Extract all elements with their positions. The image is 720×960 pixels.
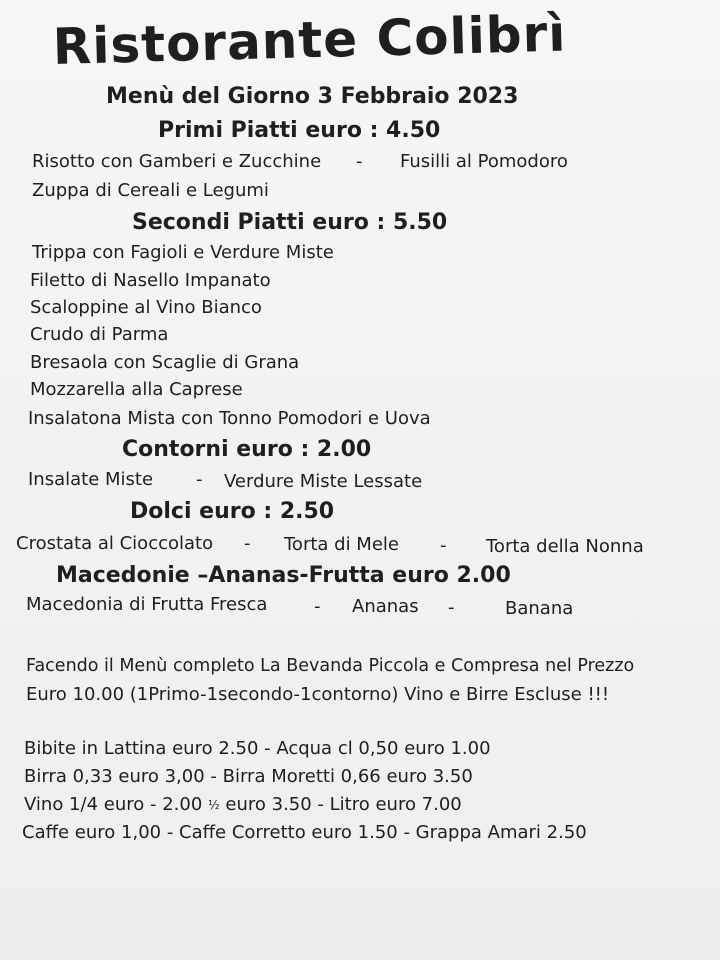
item-separator: -: [314, 596, 321, 617]
secondi-heading: Secondi Piatti euro : 5.50: [132, 210, 448, 235]
item-separator: -: [196, 469, 203, 490]
item-separator: -: [448, 597, 455, 618]
menu-item: Crudo di Parma: [30, 324, 169, 345]
half-fraction: ½: [208, 798, 220, 812]
menu-item: Banana: [505, 598, 574, 619]
menu-item: Torta di Mele: [284, 534, 399, 555]
drinks-line-1: Bibite in Lattina euro 2.50 - Acqua cl 0,50 euro 1.00: [24, 738, 491, 759]
macedonie-heading: Macedonie –Ananas-Frutta euro 2.00: [56, 563, 511, 588]
menu-item: Filetto di Nasello Impanato: [30, 270, 271, 291]
drinks-line-4: Caffe euro 1,00 - Caffe Corretto euro 1.50 - Grappa Amari 2.50: [22, 822, 587, 843]
menu-item: Bresaola con Scaglie di Grana: [30, 352, 300, 373]
menu-item: Fusilli al Pomodoro: [400, 151, 568, 172]
menu-item: Crostata al Cioccolato: [16, 533, 214, 554]
menu-completo-note-line-2: Euro 10.00 (1Primo-1secondo-1contorno) Vino e Birre Escluse !!!: [26, 684, 610, 705]
primi-heading: Primi Piatti euro : 4.50: [158, 118, 441, 143]
menu-item: Mozzarella alla Caprese: [30, 379, 243, 400]
menu-completo-note-line-1: Facendo il Menù completo La Bevanda Piccola e Compresa nel Prezzo: [26, 656, 635, 676]
restaurant-title: Ristorante Colibrì: [52, 4, 568, 76]
menu-item: Risotto con Gamberi e Zucchine: [32, 151, 322, 172]
menu-item: Scaloppine al Vino Bianco: [30, 297, 262, 318]
drinks-line-3: [24, 794, 462, 815]
item-separator: -: [440, 535, 447, 556]
menu-item: Zuppa di Cereali e Legumi: [32, 180, 269, 201]
menu-item: Macedonia di Frutta Fresca: [26, 594, 268, 615]
drinks-line-3-part-b: euro 3.50 - Litro euro 7.00: [225, 794, 462, 815]
menu-date-subtitle: Menù del Giorno 3 Febbraio 2023: [106, 84, 519, 109]
item-separator: -: [356, 151, 363, 172]
menu-item: Ananas: [352, 596, 419, 617]
menu-item: Verdure Miste Lessate: [224, 471, 423, 492]
menu-item: Insalate Miste: [28, 469, 154, 490]
drinks-line-2: Birra 0,33 euro 3,00 - Birra Moretti 0,66 euro 3.50: [24, 766, 473, 787]
menu-item: Torta della Nonna: [486, 536, 644, 557]
drinks-line-3-part-a: Vino 1/4 euro - 2.00: [24, 794, 203, 815]
menu-item: Trippa con Fagioli e Verdure Miste: [32, 242, 334, 263]
contorni-heading: Contorni euro : 2.00: [122, 437, 372, 462]
dolci-heading: Dolci euro : 2.50: [130, 499, 335, 524]
menu-item: Insalatona Mista con Tonno Pomodori e Uova: [28, 408, 431, 429]
item-separator: -: [244, 533, 251, 554]
